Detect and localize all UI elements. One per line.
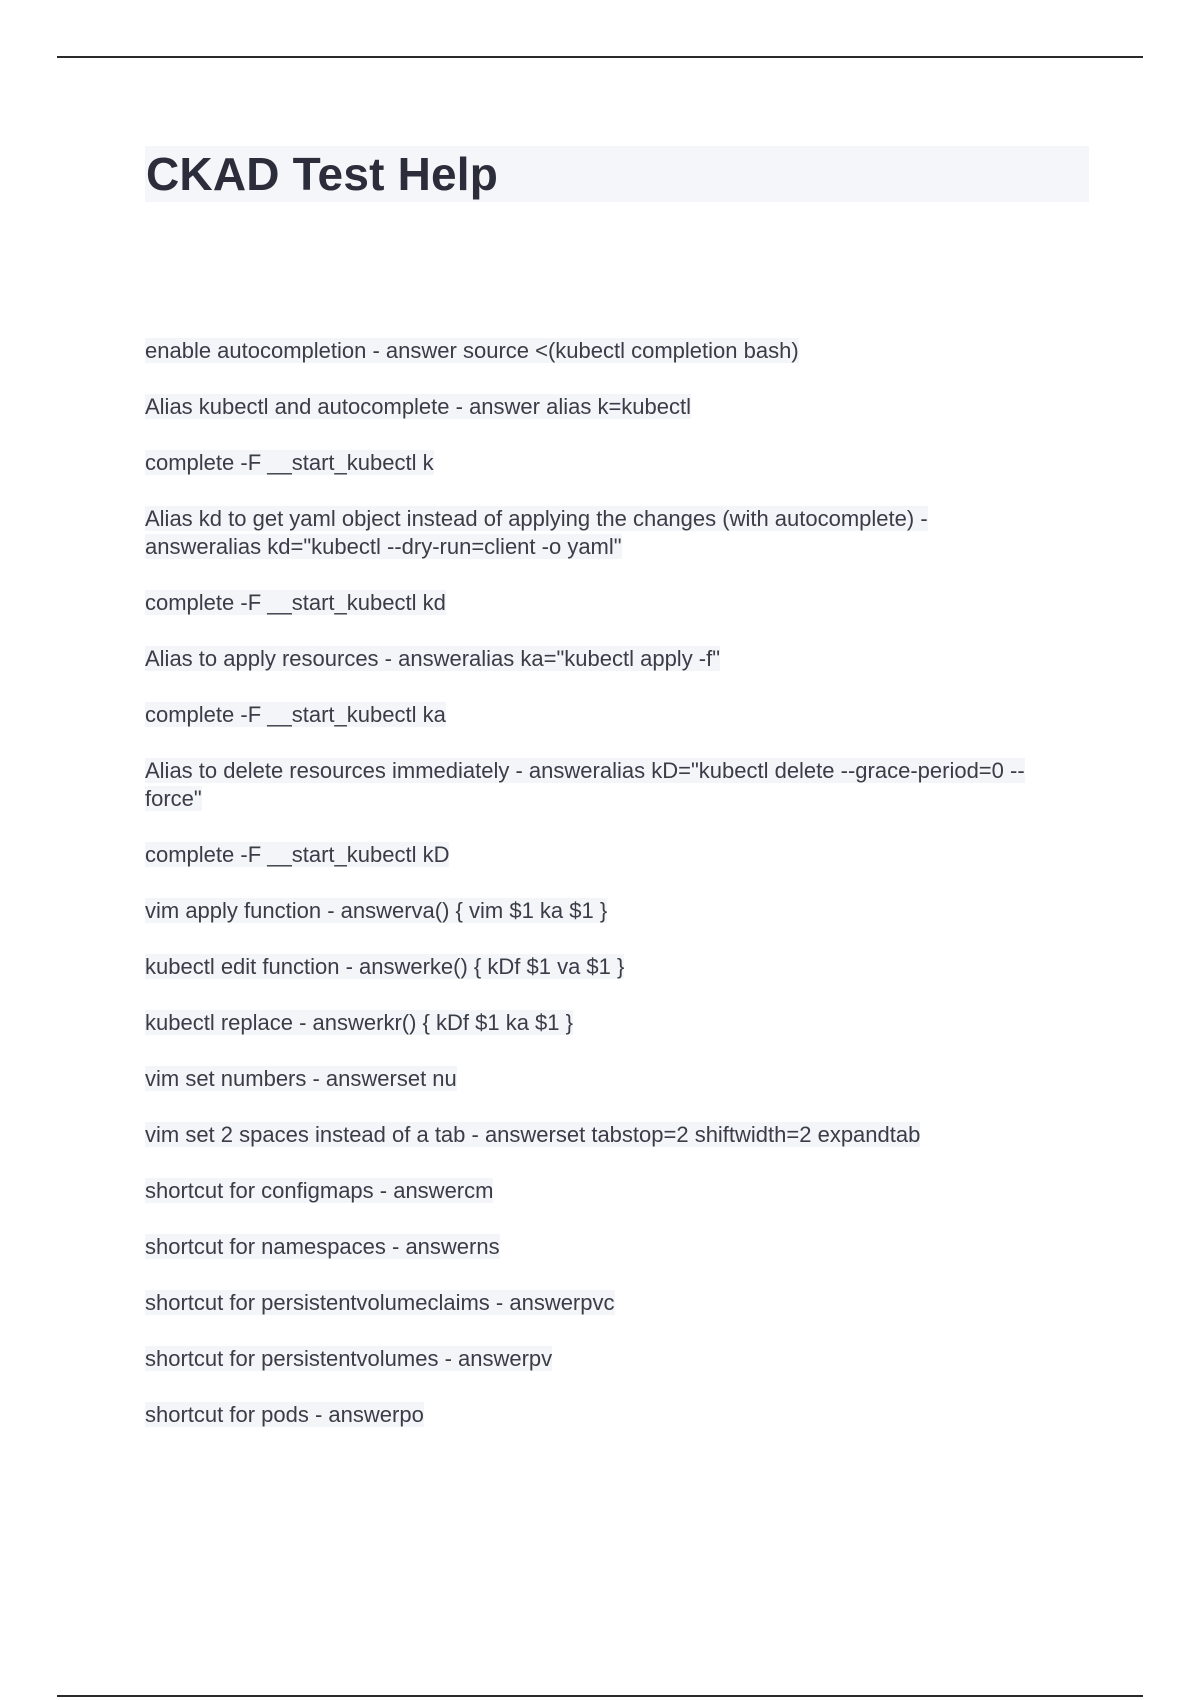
entry-text: complete -F __start_kubectl kd <box>145 590 446 615</box>
list-item <box>145 1401 1025 1429</box>
list-item <box>145 1177 1025 1205</box>
entry-text: vim apply function - answerva() { vim $1 ka $1 } <box>145 898 608 923</box>
list-item <box>145 841 1025 869</box>
entry-text: shortcut for pods - answerpo <box>145 1402 424 1427</box>
entry-text: shortcut for configmaps - answercm <box>145 1178 494 1203</box>
list-item <box>145 701 1025 729</box>
page-title: CKAD Test Help <box>146 148 499 200</box>
entry-text: complete -F __start_kubectl ka <box>145 702 446 727</box>
entry-text: Alias kd to get yaml object instead of applying the changes (with autocomplete) - answeralias kd="kubectl --dry-run=client -o yaml" <box>145 506 928 559</box>
list-item <box>145 1009 1025 1037</box>
entry-text: vim set numbers - answerset nu <box>145 1066 457 1091</box>
bottom-rule <box>57 1695 1143 1697</box>
list-item <box>145 1289 1025 1317</box>
entry-text: vim set 2 spaces instead of a tab - answerset tabstop=2 shiftwidth=2 expandtab <box>145 1122 921 1147</box>
entry-text: kubectl replace - answerkr() { kDf $1 ka $1 } <box>145 1010 573 1035</box>
list-item <box>145 449 1025 477</box>
list-item <box>145 1345 1025 1373</box>
list-item <box>145 393 1025 421</box>
list-item <box>145 757 1025 813</box>
entry-text: complete -F __start_kubectl k <box>145 450 434 475</box>
entry-text: Alias to delete resources immediately - answeralias kD="kubectl delete --grace-period=0 --force" <box>145 758 1025 811</box>
list-item <box>145 897 1025 925</box>
title-block <box>145 146 1089 202</box>
list-item <box>145 1121 1025 1149</box>
entry-text: enable autocompletion - answer source <(kubectl completion bash) <box>145 338 799 363</box>
list-item <box>145 337 1025 365</box>
entry-text: shortcut for persistentvolumes - answerpv <box>145 1346 553 1371</box>
entry-text: kubectl edit function - answerke() { kDf $1 va $1 } <box>145 954 625 979</box>
entry-text: Alias to apply resources - answeralias ka="kubectl apply -f" <box>145 646 721 671</box>
entry-text: complete -F __start_kubectl kD <box>145 842 450 867</box>
top-rule <box>57 56 1143 58</box>
list-item <box>145 1065 1025 1093</box>
list-item <box>145 1233 1025 1261</box>
entry-text: shortcut for namespaces - answerns <box>145 1234 500 1259</box>
entry-list <box>145 337 1025 1457</box>
list-item <box>145 589 1025 617</box>
list-item <box>145 505 1025 561</box>
list-item <box>145 645 1025 673</box>
list-item <box>145 953 1025 981</box>
entry-text: Alias kubectl and autocomplete - answer alias k=kubectl <box>145 394 692 419</box>
entry-text: shortcut for persistentvolumeclaims - answerpvc <box>145 1290 615 1315</box>
